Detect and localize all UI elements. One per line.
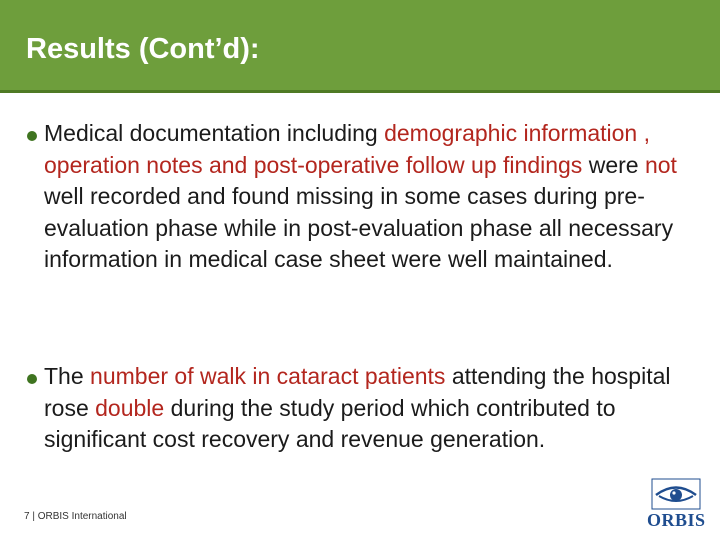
bullet-text: during the study period which contributed to significant cost recovery and revenue generation. — [44, 394, 616, 452]
slide-title: Results (Cont’d): — [26, 33, 260, 65]
bullet-icon — [27, 374, 37, 384]
highlight-text: number of walk in cataract patients — [90, 363, 446, 389]
footer-text: 7 | ORBIS International — [24, 511, 127, 522]
header-bar — [0, 0, 720, 90]
bullet-text: attending the hospital rose — [44, 363, 671, 421]
bullet-text: were — [582, 151, 645, 178]
bullet-text: The — [44, 363, 91, 389]
highlight-text: not — [644, 151, 677, 178]
bullet-item — [44, 361, 694, 456]
bullet-text: well recorded and found missing in some cases during pre-evaluation phase while in post-evaluation phase all necessary information in medical case sheet were well maintained. — [44, 183, 674, 272]
bullet-item — [44, 118, 694, 276]
orbis-logo — [647, 478, 705, 530]
bullet-icon — [27, 131, 37, 141]
eye-logo-icon — [651, 478, 701, 510]
highlight-text: double — [95, 394, 165, 421]
logo-wordmark: ORBIS — [647, 510, 706, 530]
highlight-text: demographic information , operation notes and post-operative follow up findings — [44, 120, 651, 178]
bullet-text: Medical documentation including — [44, 120, 385, 146]
header-divider — [0, 90, 720, 93]
